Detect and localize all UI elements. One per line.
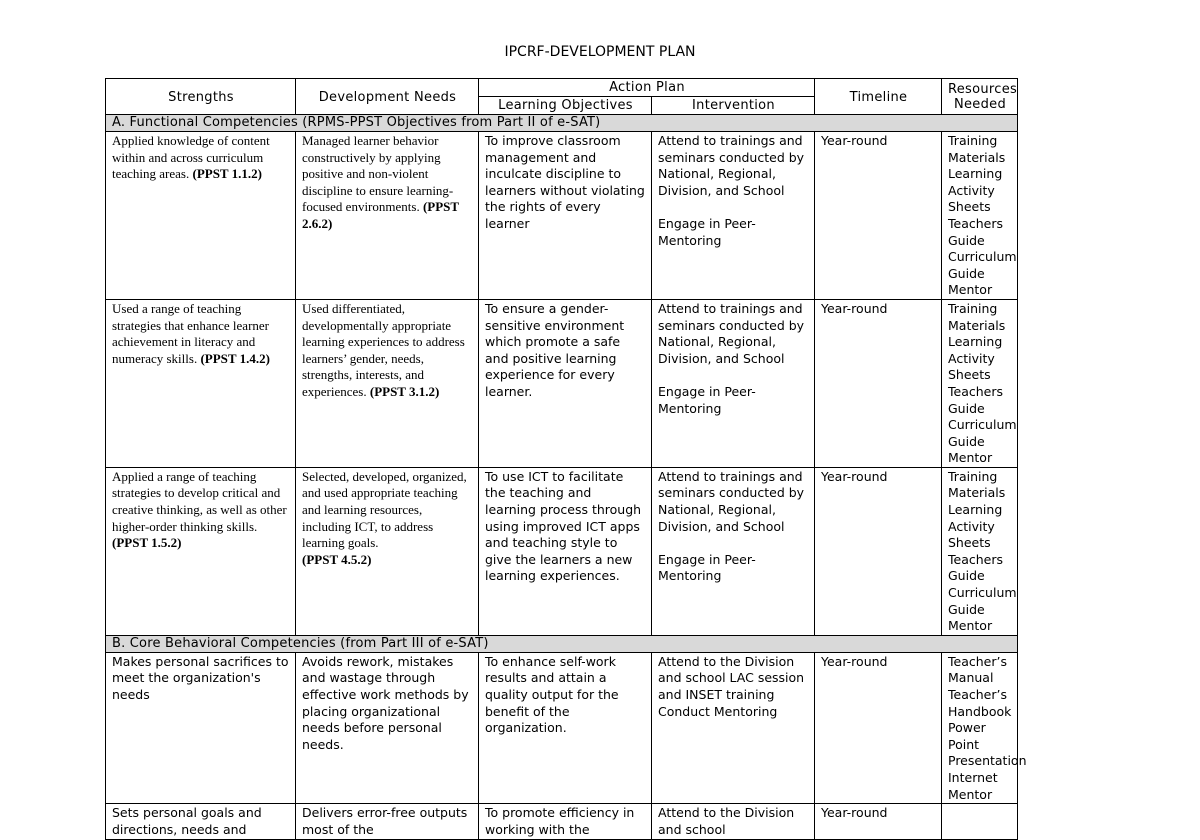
objective-cell: To improve classroom management and inculcate discipline to learners without violating the rights of every learner xyxy=(479,132,652,300)
strength-cell: Makes personal sacrifices to meet the organization's needs xyxy=(106,652,296,803)
resource-item: Learning Activity Sheets xyxy=(948,502,1003,551)
resource-item: Learning Activity Sheets xyxy=(948,334,1003,383)
strength-cell: Sets personal goals and directions, needs and xyxy=(106,804,296,840)
section-a-title: A. Functional Competencies (RPMS-PPST Objectives from Part II of e-SAT) xyxy=(106,115,1018,132)
objective-cell: To enhance self-work results and attain a quality output for the benefit of the organization. xyxy=(479,652,652,803)
intervention-cell: Attend to trainings and seminars conducted by National, Regional, Division, and School Engage in Peer-Mentoring xyxy=(652,467,815,635)
objective-cell: To ensure a gender-sensitive environment which promote a safe and positive learning experience for every learner. xyxy=(479,299,652,467)
header-strengths: Strengths xyxy=(106,79,296,115)
development-plan-table xyxy=(105,78,1027,840)
objective-cell: To promote efficiency in working with the xyxy=(479,804,652,840)
resource-item: Curriculum Guide xyxy=(948,249,1017,281)
header-development-needs: Development Needs xyxy=(296,79,479,115)
need-cell: Selected, developed, organized, and used appropriate teaching and learning resources, including ICT, to address learning goals. (PPST 4.5.2) xyxy=(296,467,479,635)
need-cell: Delivers error-free outputs most of the xyxy=(296,804,479,840)
resource-item: Mentor xyxy=(948,450,993,466)
timeline-cell: Year-round xyxy=(815,467,942,635)
resource-item: Power Point Presentation xyxy=(948,720,1027,769)
resource-item: Training Materials xyxy=(948,133,1006,165)
section-b-title: B. Core Behavioral Competencies (from Part III of e-SAT) xyxy=(106,635,1018,652)
ppst-code: (PPST 4.5.2) xyxy=(302,551,372,567)
table-row xyxy=(106,132,1018,300)
resources-cell xyxy=(942,804,1018,840)
objective-cell: To use ICT to facilitate the teaching and learning process through using improved ICT apps and teaching style to give the learners a new learning experiences. xyxy=(479,467,652,635)
header-timeline: Timeline xyxy=(815,79,942,115)
need-cell: Managed learner behavior constructively by applying positive and non-violent discipline to ensure learning-focused environments. (PPST 2.6.2) xyxy=(296,132,479,300)
resource-item: Teacher’s Manual xyxy=(948,653,1007,686)
intervention-cell: Attend to trainings and seminars conducted by National, Regional, Division, and School Engage in Peer-Mentoring xyxy=(652,299,815,467)
strength-cell: Applied knowledge of content within and across curriculum teaching areas. (PPST 1.1.2) xyxy=(106,132,296,300)
ppst-code: (PPST 1.5.2) xyxy=(112,535,182,551)
timeline-cell: Year-round xyxy=(815,132,942,300)
timeline-cell: Year-round xyxy=(815,804,942,840)
resource-item: Teachers Guide xyxy=(948,215,1003,248)
intervention-cell: Attend to the Division and school xyxy=(652,804,815,840)
resource-item: Training Materials xyxy=(948,300,1006,333)
ppst-code: (PPST 1.4.2) xyxy=(200,350,270,366)
timeline-cell: Year-round xyxy=(815,652,942,803)
ppst-code: (PPST 2.6.2) xyxy=(302,199,459,231)
resources-cell xyxy=(942,299,1018,467)
resources-cell xyxy=(942,132,1018,300)
resources-cell xyxy=(942,467,1018,635)
need-cell: Avoids rework, mistakes and wastage through effective work methods by placing organizational needs before personal needs. xyxy=(296,652,479,803)
resource-item: Curriculum Guide xyxy=(948,585,1017,617)
table-row xyxy=(106,652,1018,803)
need-cell: Used differentiated, developmentally appropriate learning experiences to address learners’ gender, needs, strengths, interests, and experiences. (PPST 3.1.2) xyxy=(296,299,479,467)
table-row xyxy=(106,804,1018,840)
timeline-cell: Year-round xyxy=(815,299,942,467)
ppst-code: (PPST 3.1.2) xyxy=(369,383,440,399)
header-action-plan: Action Plan xyxy=(479,79,815,97)
strength-cell: Applied a range of teaching strategies to develop critical and creative thinking, as well as other higher-order thinking skills. (PPST 1.5.2) xyxy=(106,467,296,635)
ppst-code: (PPST 1.1.2) xyxy=(192,166,262,182)
resource-item: Learning Activity Sheets xyxy=(948,166,1003,215)
resource-item: Teachers Guide xyxy=(948,551,1003,584)
resource-item: Mentor xyxy=(948,786,993,802)
resources-cell xyxy=(942,652,1027,803)
intervention-cell: Attend to trainings and seminars conducted by National, Regional, Division, and School Engage in Peer-Mentoring xyxy=(652,132,815,300)
resource-item: Teachers Guide xyxy=(948,383,1003,416)
header-learning-objectives: Learning Objectives xyxy=(479,97,652,115)
resource-item: Mentor xyxy=(948,618,993,634)
resource-item: Curriculum Guide xyxy=(948,417,1017,449)
table-row xyxy=(106,299,1018,467)
header-resources-needed: Resources Needed xyxy=(942,79,1018,115)
header-intervention: Intervention xyxy=(652,97,815,115)
resource-item: Mentor xyxy=(948,282,993,298)
page-title: IPCRF-DEVELOPMENT PLAN xyxy=(504,44,696,60)
resource-item: Training Materials xyxy=(948,468,1006,501)
resource-item: Internet xyxy=(948,769,998,785)
intervention-cell: Attend to the Division and school LAC session and INSET training Conduct Mentoring xyxy=(652,652,815,803)
strength-cell: Used a range of teaching strategies that enhance learner achievement in literacy and numeracy skills. (PPST 1.4.2) xyxy=(106,299,296,467)
table-row xyxy=(106,467,1018,635)
resource-item: Teacher’s Handbook xyxy=(948,687,1012,719)
